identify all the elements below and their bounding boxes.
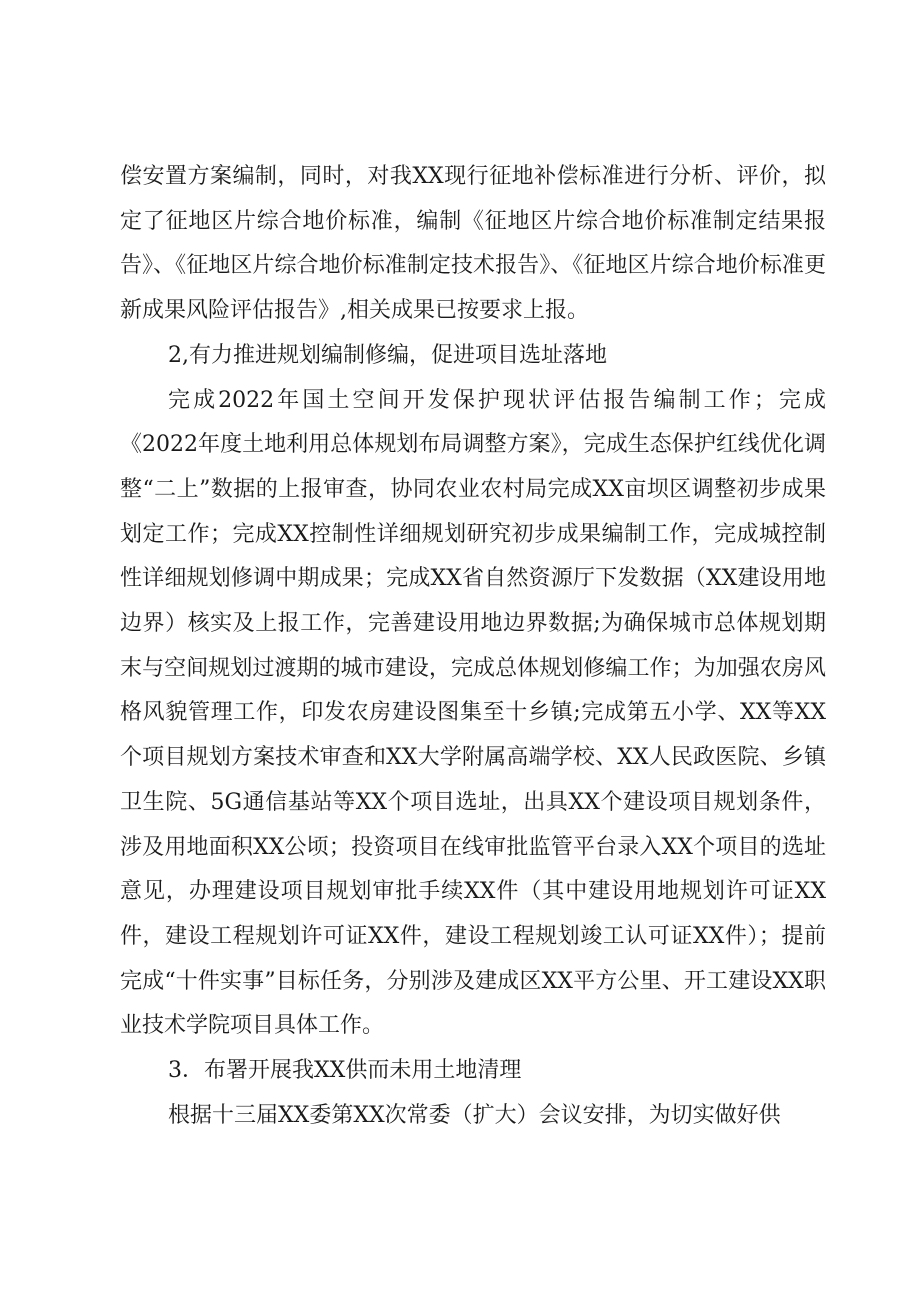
paragraph-planning-work: 完成2022年国土空间开发保护现状评估报告编制工作；完成《2022年度土地利用总体规划布局调整方案》，完成生态保护红线优化调整“二上”数据的上报审查，协同农业农村局完成XX亩坝区调整初步成果划定工作；完成XX控制性详细规划研究初步成果编制工作，完成城控制性详细规划修调中期成果；完成XX省自然资源厅下发数据（XX建设用地边界）核实及上报工作，完善建设用地边界数据;为确保城市总体规划期末与空间规划过渡期的城市建设，完成总体规划修编工作；为加强农房风格风貌管理工作，印发农房建设图集至十乡镇;完成第五小学、XX等XX个项目规划方案技术审查和XX大学附属高端学校、XX人民政医院、乡镇卫生院、5G通信基站等XX个项目选址，出具XX个建设项目规划条件，涉及用地面积XX公顷；投资项目在线审批监管平台录入XX个项目的选址意见，办理建设项目规划审批手续XX件（其中建设用地规划许可证XX件，建设工程规划许可证XX件，建设工程规划竣工认可证XX件）；提前完成“十件实事”目标任务，分别涉及建成区XX平方公里、开工建设XX职业技术学院项目具体工作。 bbox=[120, 387, 826, 1039]
section-heading-planning: 2,有力推进规划编制修编，促进项目选址落地 bbox=[168, 342, 607, 368]
document-body bbox=[120, 155, 826, 1138]
paragraph-land-cleanup: 根据十三届XX委第XX次常委（扩大）会议安排，为切实做好供 bbox=[168, 1102, 781, 1128]
section-heading-land-cleanup: 3．布署开展我XX供而未用土地清理 bbox=[168, 1058, 522, 1084]
paragraph-compensation-standards: 偿安置方案编制，同时，对我XX现行征地补偿标准进行分析、评价，拟定了征地区片综合地价标准，编制《征地区片综合地价标准制定结果报告》、《征地区片综合地价标准制定技术报告》、《征地区片综合地价标准更新成果风险评估报告》,相关成果已按要求上报。 bbox=[120, 164, 826, 324]
